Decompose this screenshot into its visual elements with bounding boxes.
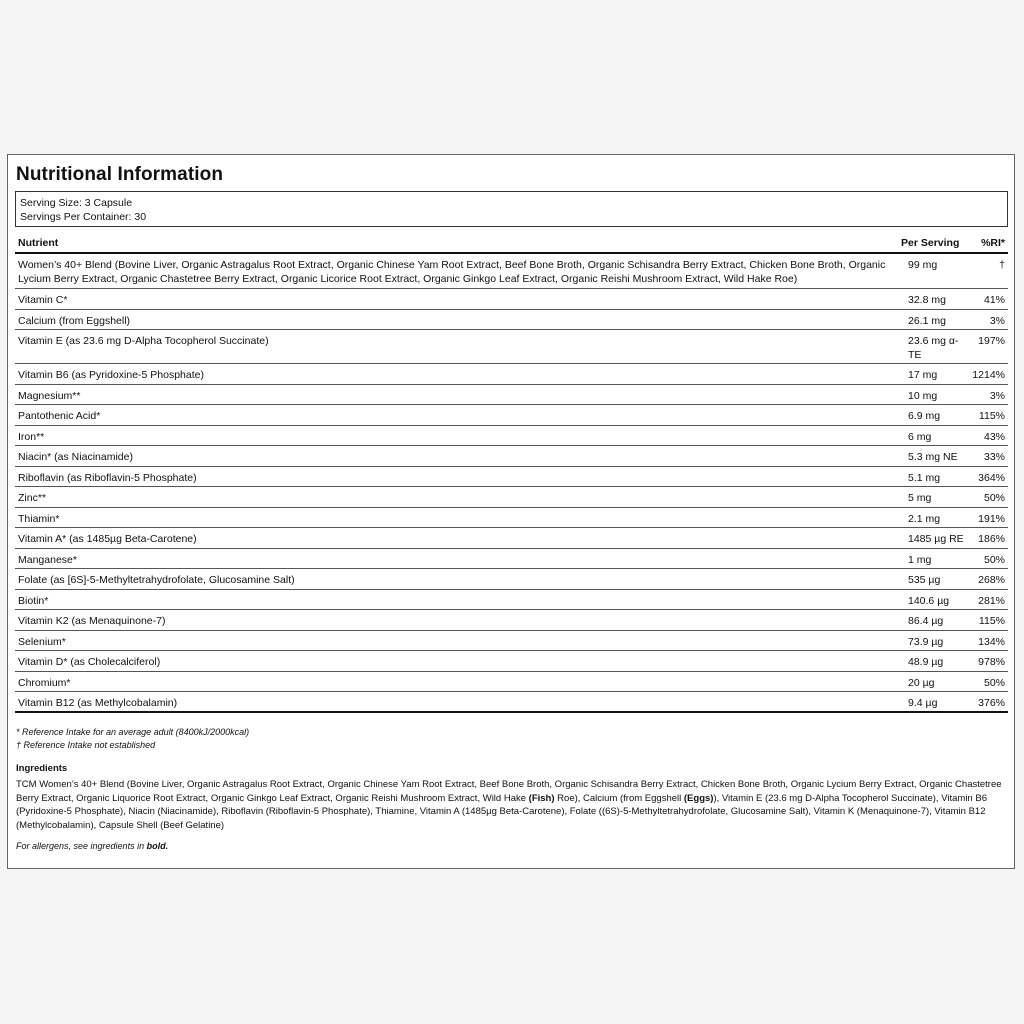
servings-per-container: Servings Per Container: 30	[20, 211, 147, 223]
nutrient-amount: 9.4 µg	[908, 697, 938, 709]
ingredients-text-part: TCM Women’s 40+ Blend (Bovine Liver, Organic Astragalus Root Extract, Organic Chinese Yam Root Extract, Beef Bone Broth, Organic Schisandra Berry Extract, Chicken Bone Broth, Organic Lycium Berry Extract, Organic Chastetree Berry Extract, Organic Liquorice Root Extract, Organic Ginkgo Leaf Extract, Organic Reishi Mushroom Extract, Wild Hake	[16, 779, 1002, 804]
nutrient-amount: 5.1 mg	[908, 471, 941, 484]
nutrient-ri: †	[999, 259, 1005, 271]
serving-size: Serving Size: 3 Capsule	[20, 197, 133, 209]
nutrient-ri: 268%	[978, 574, 1005, 586]
nutrient-ri: 33%	[983, 451, 1005, 463]
table-row	[15, 364, 1008, 385]
nutrient-amount: 6.9 mg	[908, 410, 941, 422]
nutrient-name: Vitamin D* (as Cholecalciferol)	[18, 656, 161, 668]
header-per-serving: Per Serving	[901, 237, 960, 249]
nutrient-name: Calcium (from Eggshell)	[18, 314, 131, 327]
table-row	[15, 289, 1008, 310]
table-row	[15, 508, 1008, 529]
nutrient-name: Chromium*	[18, 676, 71, 689]
nutrient-amount: 17 mg	[908, 369, 938, 381]
nutrient-name: Niacin* (as Niacinamide)	[18, 451, 133, 463]
nutrient-amount: 32.8 mg	[908, 294, 946, 306]
nutrient-name: Biotin*	[18, 594, 49, 607]
nutrient-ri: 115%	[978, 410, 1005, 422]
nutrient-ri: 43%	[983, 430, 1005, 443]
nutrient-ri: 364%	[978, 471, 1005, 484]
nutrient-table	[15, 233, 1008, 713]
table-row	[15, 631, 1008, 652]
table-row	[15, 446, 1008, 467]
serving-info-box	[15, 191, 1008, 227]
allergen-note-prefix: For allergens, see ingredients in	[16, 841, 147, 851]
table-row	[15, 651, 1008, 672]
nutrient-name: Thiamin*	[18, 512, 60, 525]
ingredients-heading: Ingredients	[16, 763, 68, 774]
table-row	[15, 330, 1008, 364]
ingredients-text-part: Roe), Calcium (from Eggshell	[554, 792, 684, 804]
nutrient-amount: 10 mg	[908, 389, 938, 402]
table-header-row	[15, 233, 1008, 254]
nutrient-ri: 50%	[983, 492, 1005, 504]
table-row	[15, 405, 1008, 426]
nutrient-ri: 50%	[983, 676, 1005, 689]
nutrient-ri: 978%	[978, 656, 1005, 668]
nutrient-amount: 23.6 mg α-TE	[908, 335, 959, 361]
table-row	[15, 467, 1008, 488]
nutrient-name: Vitamin B6 (as Pyridoxine-5 Phosphate)	[18, 369, 204, 381]
nutrient-ri: 197%	[978, 335, 1005, 347]
nutrient-name: Iron**	[18, 430, 45, 443]
nutrient-amount: 99 mg	[908, 259, 938, 271]
nutrient-name: Riboflavin (as Riboflavin-5 Phosphate)	[18, 471, 197, 484]
nutrient-name: Folate (as [6S]-5-Methyltetrahydrofolate, Glucosamine Salt)	[18, 574, 295, 586]
nutrient-amount: 26.1 mg	[908, 314, 946, 327]
nutrient-name: Manganese*	[18, 553, 77, 566]
table-row	[15, 528, 1008, 549]
nutrient-amount: 20 µg	[908, 676, 935, 689]
nutrient-ri: 191%	[978, 512, 1005, 525]
nutrient-ri: 376%	[978, 697, 1005, 709]
nutrient-amount: 73.9 µg	[908, 635, 944, 648]
nutrient-name: Zinc**	[18, 492, 47, 504]
allergen-eggs: (Eggs)	[683, 792, 714, 804]
table-row	[15, 672, 1008, 693]
allergen-note-bold: bold.	[146, 841, 169, 851]
nutrient-ri: 41%	[983, 294, 1005, 306]
nutrient-amount: 5 mg	[908, 492, 932, 504]
nutrient-ri: 3%	[989, 314, 1005, 327]
nutrient-amount: 48.9 µg	[908, 656, 944, 668]
nutrient-name: Women’s 40+ Blend (Bovine Liver, Organic Astragalus Root Extract, Organic Chinese Yam Root Extract, Beef Bone Broth, Organic Schisandra Berry Extract, Chicken Bone Broth, Organic Lycium Berry Extract, Organic Chastetree Berry Extract, Organic Licorice Root Extract, Organic Ginkgo Leaf Extract, Organic Reishi Mushroom Extract, Wild Hake Roe)	[18, 259, 886, 285]
nutrient-amount: 86.4 µg	[908, 615, 944, 627]
nutrient-ri: 186%	[978, 533, 1005, 545]
table-row	[15, 692, 1008, 713]
nutrient-name: Selenium*	[18, 635, 66, 648]
nutrient-amount: 1 mg	[908, 553, 932, 566]
nutrient-name: Vitamin A* (as 1485µg Beta-Carotene)	[18, 533, 197, 545]
page-title: Nutritional Information	[16, 164, 224, 185]
nutrient-amount: 2.1 mg	[908, 512, 941, 525]
table-row	[15, 549, 1008, 570]
nutrient-name: Vitamin E (as 23.6 mg D-Alpha Tocopherol Succinate)	[18, 335, 269, 347]
footnotes	[16, 726, 1011, 752]
nutrient-ri: 115%	[978, 615, 1005, 627]
nutrient-ri: 134%	[978, 635, 1005, 648]
nutrient-name: Pantothenic Acid*	[18, 410, 101, 422]
table-row	[15, 590, 1008, 611]
table-row	[15, 569, 1008, 590]
allergen-fish: (Fish)	[528, 792, 555, 804]
nutrient-ri: 3%	[989, 389, 1005, 402]
nutrient-amount: 5.3 mg NE	[908, 451, 958, 463]
nutrient-ri: 281%	[978, 594, 1005, 607]
nutrient-name: Magnesium**	[18, 389, 81, 402]
table-row	[15, 254, 1008, 289]
ingredients-text	[16, 778, 1009, 832]
nutrient-amount: 1485 µg RE	[908, 533, 964, 545]
nutrition-panel	[7, 154, 1015, 869]
nutrient-ri: 50%	[983, 553, 1005, 566]
header-ri: %RI*	[981, 237, 1005, 249]
nutrient-name: Vitamin C*	[18, 294, 68, 306]
footnote-not-established: † Reference Intake not established	[16, 740, 156, 750]
nutrient-amount: 140.6 µg	[908, 594, 950, 607]
nutrient-name: Vitamin B12 (as Methylcobalamin)	[18, 697, 178, 709]
header-nutrient: Nutrient	[18, 237, 59, 249]
nutrient-name: Vitamin K2 (as Menaquinone-7)	[18, 615, 166, 627]
nutrient-ri: 1214%	[972, 369, 1005, 381]
table-row	[15, 610, 1008, 631]
table-row	[15, 310, 1008, 331]
table-row	[15, 426, 1008, 447]
table-row	[15, 385, 1008, 406]
nutrient-amount: 6 mg	[908, 430, 932, 443]
ingredients-text-part: ), Vitamin E (23.6 mg D-Alpha Tocopherol Succinate), Vitamin B6 (Pyridoxine-5 Phosphate), Niacin (Niacinamide), Riboflavin (Riboflavin-5 Phosphate), Thiamine, Vitamin A (1485µg Beta-Carotene), Folate ((6S)-5-Methyltetrahydrofolate, Glucosamine Salt), Vitamin K (Menaquinone-7), Vitamin B12 (Methylcobalamin), Capsule Shell (Beef Gelatine)	[16, 792, 987, 831]
table-row	[15, 487, 1008, 508]
footnote-ri: * Reference Intake for an average adult (8400kJ/2000kcal)	[16, 727, 250, 737]
nutrient-amount: 535 µg	[908, 574, 941, 586]
allergen-note	[16, 840, 168, 853]
